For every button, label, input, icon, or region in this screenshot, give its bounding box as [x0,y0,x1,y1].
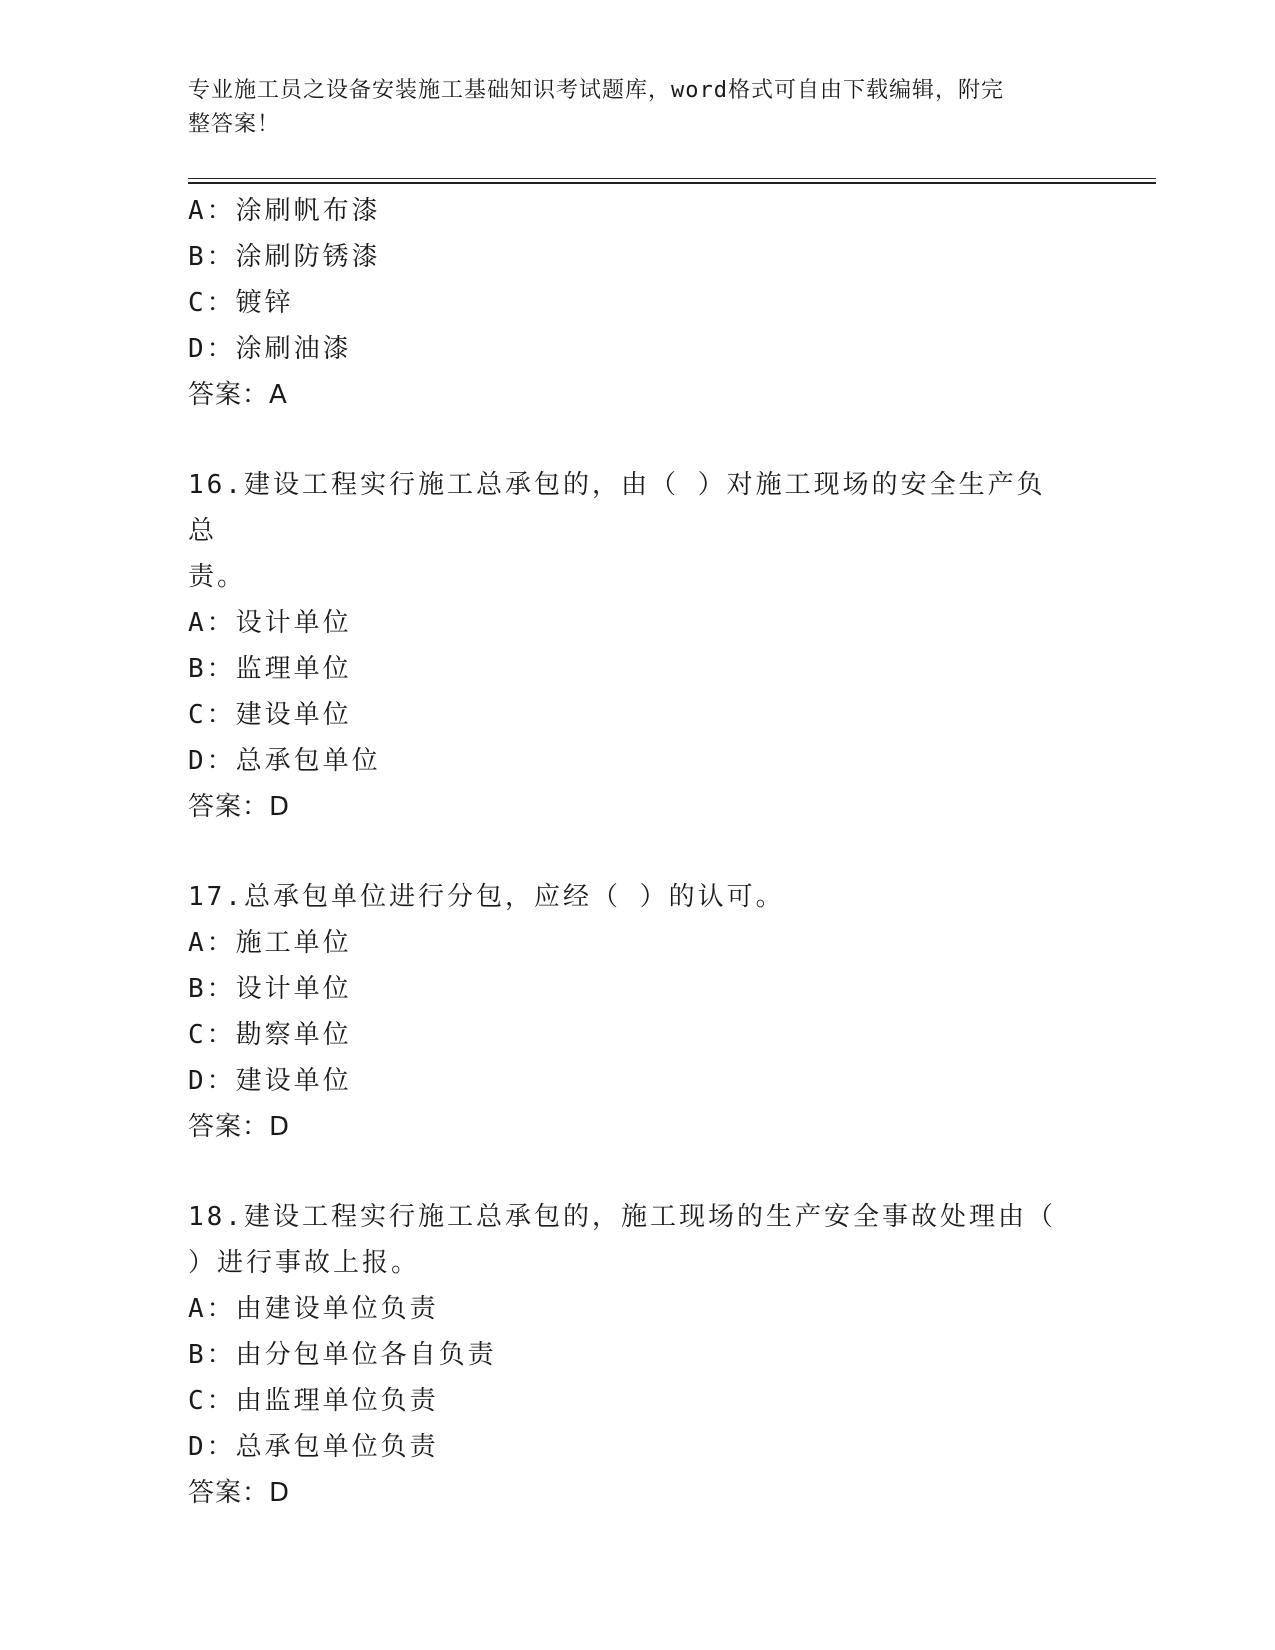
option-a: A：涂刷帆布漆 [188,196,381,226]
option-d: D：总承包单位负责 [188,1432,439,1462]
option-b: B：设计单位 [188,974,352,1004]
option-b: B：监理单位 [188,654,352,684]
question-text-line-1: 18.建设工程实行施工总承包的，施工现场的生产安全事故处理由（ [188,1202,1056,1232]
option-a: A：由建设单位负责 [188,1294,439,1324]
header-title-line-1: 专业施工员之设备安装施工基础知识考试题库，word格式可自由下载编辑，附完 [188,78,1004,103]
option-d: D：建设单位 [188,1066,352,1096]
header-title-line-2: 整答案！ [188,112,281,137]
option-c: C：勘察单位 [188,1020,352,1050]
question-list [188,188,1088,1516]
option-b: B：涂刷防锈漆 [188,242,381,272]
answer-line: 答案：A [188,380,288,410]
question-block-18 [188,1194,1088,1516]
option-a: A：施工单位 [188,928,352,958]
answer-line: 答案：D [188,1112,291,1142]
option-c: C：建设单位 [188,700,352,730]
question-text [188,1194,1068,1286]
question-text-line-2: 责。 [188,562,247,592]
option-c: C：由监理单位负责 [188,1386,439,1416]
question-text-line-2: ）进行事故上报。 [188,1248,421,1278]
header-divider-thin [188,178,1156,179]
question-text [188,874,1068,920]
option-a: A：设计单位 [188,608,352,638]
question-block-16 [188,462,1088,830]
question-block-17 [188,874,1088,1150]
answer-line: 答案：D [188,792,291,822]
option-c: C：镀锌 [188,288,294,318]
spacer [188,830,1088,874]
question-text-line-1: 17.总承包单位进行分包，应经（ ）的认可。 [188,882,785,912]
question-text-line-1: 16.建设工程实行施工总承包的，由（ ）对施工现场的安全生产负总 [188,470,1046,546]
answer-line: 答案：D [188,1478,291,1508]
option-d: D：总承包单位 [188,746,381,776]
option-b: B：由分包单位各自负责 [188,1340,497,1370]
question-text [188,462,1068,600]
document-header [188,74,1068,142]
question-block-15 [188,188,1088,418]
header-divider-thick [188,182,1156,184]
option-d: D：涂刷油漆 [188,334,352,364]
spacer [188,418,1088,462]
spacer [188,1150,1088,1194]
